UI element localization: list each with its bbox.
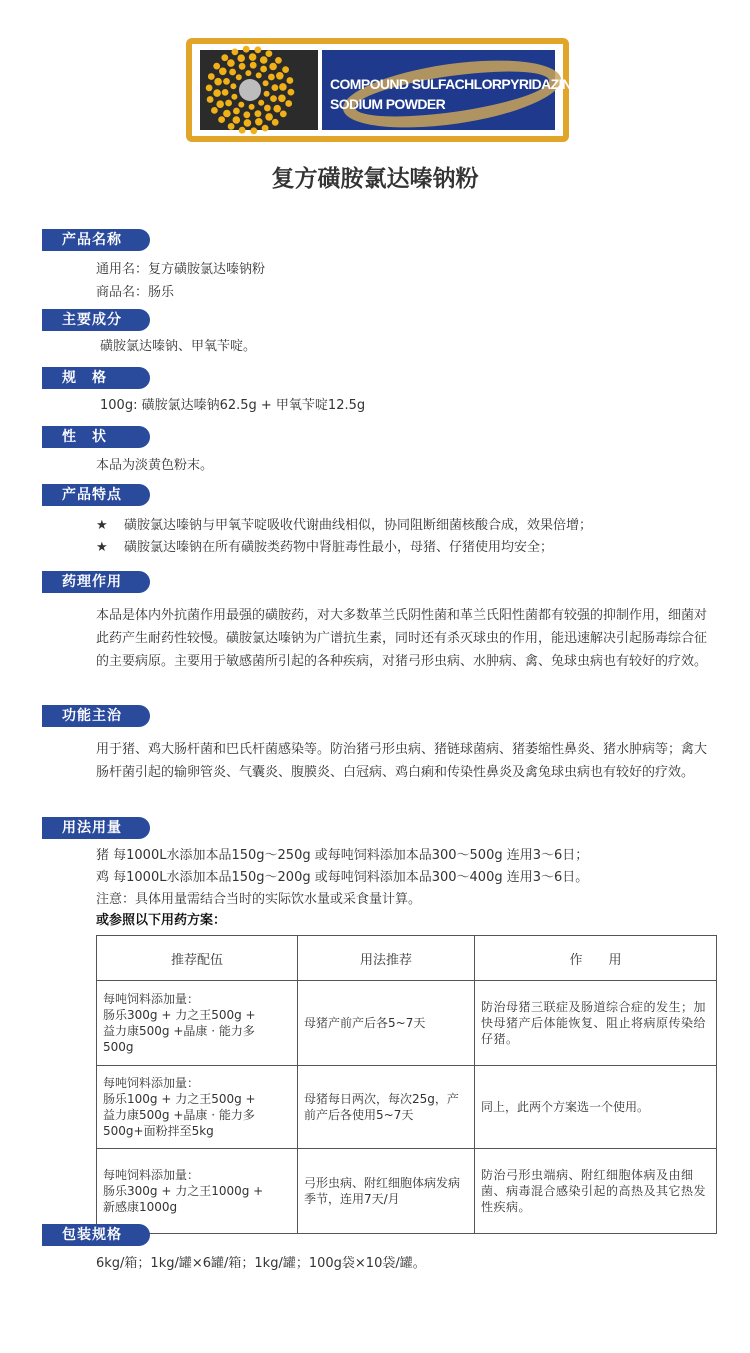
star-icon: ★	[96, 540, 108, 555]
table-cell-formula: 每吨饲料添加量： 肠乐300g + 力之王500g + 益力康500g +晶康 · 能力多 500g	[97, 981, 298, 1066]
sunburst-dot	[255, 110, 262, 117]
star-icon: ★	[96, 518, 108, 533]
sunburst-dot	[230, 83, 236, 89]
sunburst-dot	[206, 85, 213, 92]
sunburst-dot	[255, 46, 262, 53]
sunburst-dot	[243, 111, 250, 118]
ingredients-text: 磺胺氯达嗪钠、甲氧苄啶。	[100, 339, 257, 354]
sunburst-dot	[218, 116, 225, 123]
sunburst-dot	[229, 69, 236, 76]
sunburst-core	[239, 79, 261, 101]
table-cell-formula: 每吨饲料添加量： 肠乐100g + 力之王500g + 益力康500g +晶康 · 能力多 500g+面粉拌至5kg	[97, 1066, 298, 1149]
section-label-appearance: 性状	[42, 426, 150, 448]
sunburst-dot	[264, 91, 270, 97]
sunburst-dot	[287, 77, 294, 84]
logo-inner	[192, 44, 581, 136]
sunburst-dot	[231, 94, 237, 100]
packing-text: 6kg/箱；1kg/罐×6罐/箱；1kg/罐；100g袋×10袋/罐。	[96, 1256, 426, 1271]
sunburst-dot	[265, 113, 273, 121]
sunburst-dot	[227, 59, 235, 67]
section-label-indications: 功能主治	[42, 705, 150, 727]
section-label-features: 产品特点	[42, 484, 150, 506]
section-label-product-name: 产品名称	[42, 229, 150, 251]
table-header: 推荐配伍	[97, 936, 298, 981]
table-cell-effect: 防治母猪三联症及肠道综合症的发生；加快母猪产后体能恢复、阻止将病原传染给仔猪。	[475, 981, 717, 1066]
sunburst-dot	[211, 107, 218, 114]
sunburst-dot	[250, 62, 257, 69]
sunburst-dot	[249, 53, 257, 61]
sunburst-dot	[273, 105, 281, 113]
table-row	[97, 981, 717, 1066]
sunburst-dot	[245, 70, 251, 76]
sunburst-dot	[270, 95, 277, 102]
sunburst-dot	[239, 127, 246, 134]
sunburst-dot	[282, 66, 289, 73]
section-label-ingredients: 主要成分	[42, 309, 150, 331]
pharmacology-text: 本品是体内外抗菌作用最强的磺胺药，对大多数革兰氏阴性菌和革兰氏阳性菌都有较强的抑制作用，细菌对此药产生耐药性较慢。磺胺氯达嗪钠为广谱抗生素，同时还有杀灭球虫的作用，能迅速解决引起肠毒综合征的主要病原。主要用于敏感菌所引起的各种疾病，对猪弓形虫病、水肿病、禽、兔球虫病也有较好的疗效。	[96, 608, 708, 669]
sunburst-dot	[258, 100, 264, 106]
sunburst-dot	[232, 49, 239, 56]
sunburst-dot	[269, 63, 277, 71]
product-logo	[186, 38, 581, 142]
sunburst-dot	[214, 78, 222, 86]
table-header: 作 用	[475, 936, 717, 981]
logo-wordmark	[322, 50, 581, 130]
table-cell-usage: 母猪产前产后各5~7天	[298, 981, 475, 1066]
sunburst-dot	[208, 73, 215, 80]
table-header-row	[97, 936, 717, 981]
sunburst-dot	[255, 118, 263, 126]
sunburst-dot	[288, 89, 295, 96]
sunburst-dot	[216, 100, 224, 108]
usage-line-pig: 猪 每1000L水添加本品150g～250g 或每吨饲料添加本品300～500g 连用3～6日；	[96, 848, 589, 863]
sunburst-dot	[266, 50, 273, 57]
table-cell-effect: 防治弓形虫端病、附红细胞体病及由细菌、病毒混合感染引起的高热及其它热发性疾病。	[475, 1149, 717, 1234]
sunburst-dot	[225, 100, 232, 107]
dosage-table	[96, 935, 717, 1234]
indications-text: 用于猪、鸡大肠杆菌和巴氏杆菌感染等。防治猪弓形虫病、猪链球菌病、猪萎缩性鼻炎、猪水肿病等；禽大肠杆菌引起的输卵管炎、气囊炎、腹膜炎、白冠病、鸡白痢和传染性鼻炎及禽兔球虫病也有较好的疗效。	[96, 742, 708, 780]
sunburst-dot	[223, 110, 231, 118]
swoosh-graphic	[339, 49, 565, 139]
sunburst-dot	[233, 108, 240, 115]
sunburst-dot	[272, 119, 279, 126]
sunburst-dot	[237, 54, 245, 62]
sunburst-dot	[213, 89, 221, 97]
sunburst-dot	[239, 63, 246, 70]
sunburst-dot	[207, 96, 214, 103]
appearance-text: 本品为淡黄色粉末。	[96, 458, 214, 473]
sunburst-dot	[264, 105, 271, 112]
sunburst-dot	[260, 66, 267, 73]
sunburst-dot	[262, 125, 269, 132]
table-cell-effect: 同上，此两个方案选一个使用。	[475, 1066, 717, 1149]
table-header: 用法推荐	[298, 936, 475, 981]
sunburst-dot	[279, 83, 287, 91]
sunburst-dot	[243, 46, 250, 53]
sunburst-dot	[222, 89, 229, 96]
section-label-spec: 规格	[42, 367, 150, 389]
feature-item: ★ 磺胺氯达嗪钠与甲氧苄啶吸收代谢曲线相似，协同阻断细菌核酸合成，效果倍增；	[96, 514, 592, 537]
sunburst-dot	[249, 104, 255, 110]
table-cell-formula: 每吨饲料添加量： 肠乐300g + 力之王1000g + 新感康1000g	[97, 1149, 298, 1234]
sunburst-dot	[272, 84, 279, 91]
sunburst-dot	[275, 57, 282, 64]
sunburst-dot	[276, 72, 284, 80]
sunburst-dot	[278, 95, 286, 103]
page-title: 复方磺胺氯达嗪钠粉	[271, 166, 479, 192]
section-label-pharmacology: 药理作用	[42, 571, 150, 593]
usage-line-chicken: 鸡 每1000L水添加本品150g～200g 或每吨饲料添加本品300～400g 连用3～6日。	[96, 870, 589, 885]
sunburst-dot	[233, 116, 241, 124]
sunburst-dot	[228, 123, 235, 130]
generic-name: 通用名：复方磺胺氯达嗪钠粉	[96, 262, 266, 277]
sunburst-dot	[256, 72, 262, 78]
table-row	[97, 1149, 717, 1234]
usage-reference-title: 或参照以下用药方案：	[96, 913, 227, 928]
sunburst-dot	[221, 54, 228, 61]
section-label-usage: 用法用量	[42, 817, 150, 839]
section-label-packing: 包装规格	[42, 1224, 150, 1246]
spec-text: 100g: 磺胺氯达嗪钠62.5g + 甲氧苄啶12.5g	[100, 398, 366, 413]
sunburst-dot	[238, 102, 244, 108]
usage-note: 注意：具体用量需结合当时的实际饮水量或采食量计算。	[96, 892, 422, 907]
sunburst-dot	[250, 127, 257, 134]
sunburst-dot	[268, 74, 275, 81]
logo-text-line1: COMPOUND SULFACHLORPYRIDAZINE	[330, 76, 581, 92]
trade-name: 商品名：肠乐	[96, 285, 175, 300]
sunburst-dot	[213, 63, 220, 70]
sunburst-dot	[263, 80, 269, 86]
table-cell-usage: 母猪每日两次，每次25g，产前产后各使用5~7天	[298, 1066, 475, 1149]
table-cell-usage: 弓形虫病、附红细胞体病发病季节，连用7天/月	[298, 1149, 475, 1234]
feature-item: ★ 磺胺氯达嗪钠在所有磺胺类药物中肾脏毒性最小，母猪、仔猪使用均安全；	[96, 536, 553, 559]
sunburst-graphic	[200, 50, 318, 130]
sunburst-dot	[244, 119, 252, 127]
sunburst-logo-icon	[200, 50, 318, 130]
table-row	[97, 1066, 717, 1149]
logo-text-line2: SODIUM POWDER	[330, 96, 446, 112]
sunburst-dot	[280, 111, 287, 118]
sunburst-dot	[219, 68, 227, 76]
sunburst-dot	[285, 100, 292, 107]
sunburst-dot	[260, 56, 268, 64]
sunburst-dot	[236, 74, 242, 80]
sunburst-dot	[223, 78, 230, 85]
